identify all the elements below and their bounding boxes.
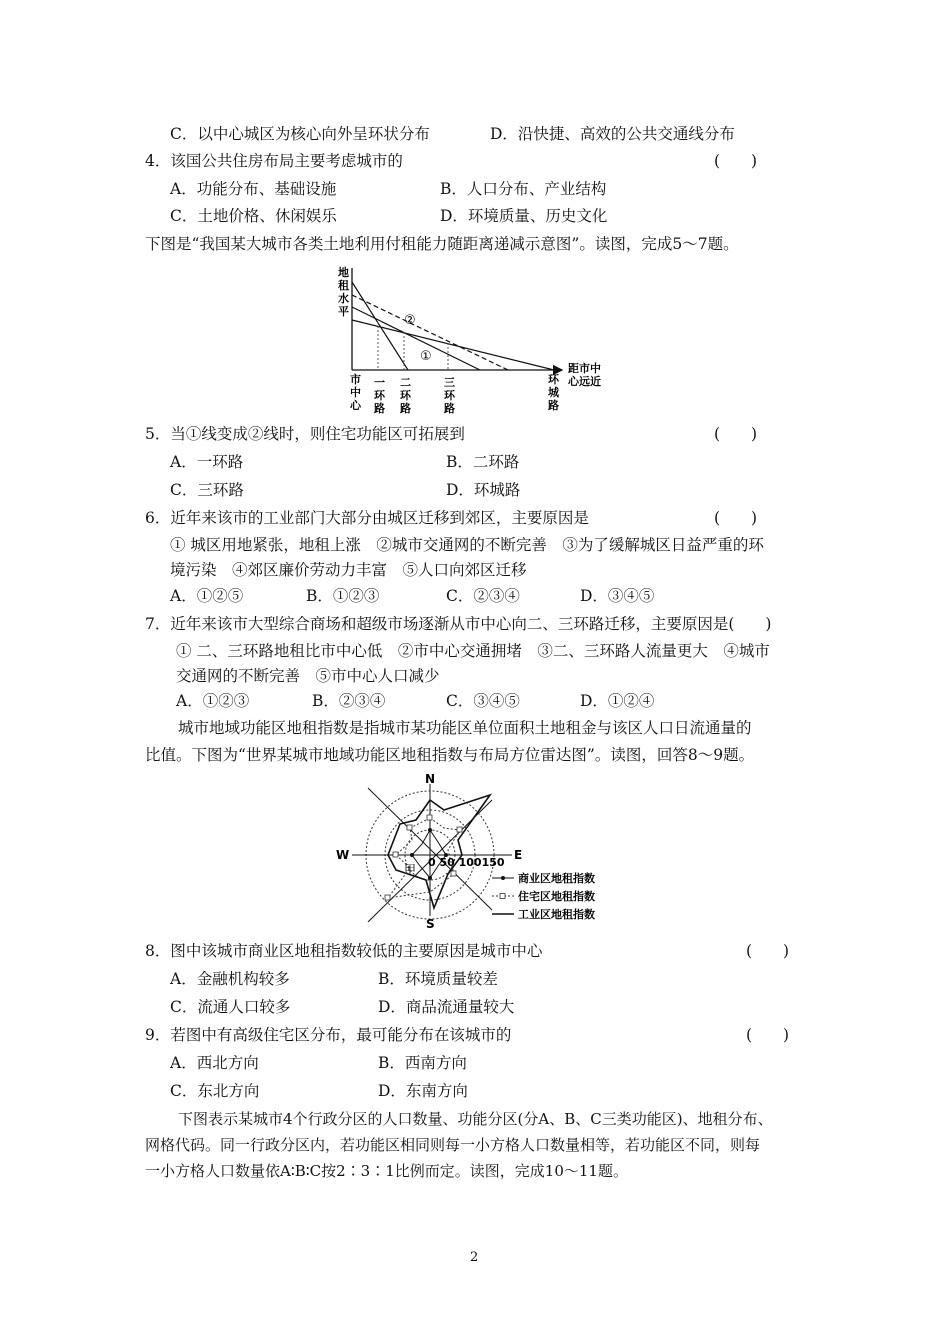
intro-10-11-line2: 网格代码。同一行政分区内，若功能区相同则每一小方格人口数量相等，若功能区不同，则每 — [145, 1136, 761, 1154]
q7-option-c: C．③④⑤ — [446, 692, 520, 710]
radar-figure — [330, 770, 630, 930]
commercial-polygon — [412, 830, 446, 878]
q5-stem: 5．当①线变成②线时，则住宅功能区可拓展到 — [145, 425, 465, 443]
q4-option-c: C．土地价格、休闲娱乐 — [170, 207, 337, 225]
q9-option-d: D．东南方向 — [378, 1082, 468, 1100]
q5-option-a: A．一环路 — [170, 453, 244, 471]
q9-option-a: A．西北方向 — [170, 1054, 259, 1072]
q8-stem: 8．图中该城市商业区地租指数较低的主要原因是城市中心 — [145, 942, 543, 960]
tick-ringroad-3: 路 — [548, 399, 559, 412]
q6-option-a: A．①②⑤ — [170, 587, 244, 605]
q9-answer-paren: ( ) — [746, 1026, 790, 1044]
direction-n: N — [425, 772, 436, 786]
q6-answer-paren: ( ) — [714, 509, 758, 527]
industrial-line — [352, 320, 554, 370]
q3-option-c: C．以中心城区为核心向外呈环状分布 — [170, 125, 430, 143]
marker-2: ② — [404, 313, 416, 328]
tick-ring1-2: 环 — [374, 389, 385, 402]
q8-option-a: A．金融机构较多 — [170, 970, 290, 988]
tick-center-1: 市 — [350, 373, 361, 386]
tick-ring3-1: 三 — [444, 376, 455, 389]
y-label-2: 租 — [338, 279, 349, 292]
q7-option-b: B．②③④ — [312, 692, 386, 710]
q6-items-line1: ① 城区用地紧张，地租上涨 ②城市交通网的不断完善 ③为了缓解城区日益严重的环 — [170, 536, 764, 554]
q7-option-a: A．①②③ — [176, 692, 250, 710]
direction-s: S — [426, 917, 435, 930]
commercial-line — [352, 282, 408, 370]
q5-option-d: D．环城路 — [446, 481, 521, 499]
q6-items-line2: 境污染 ④郊区廉价劳动力丰富 ⑤人口向郊区迁移 — [170, 561, 527, 579]
q6-option-c: C．②③④ — [446, 587, 520, 605]
y-label-4: 平 — [338, 305, 349, 318]
page-number: 2 — [470, 1250, 479, 1265]
legend-residential: 住宅区地租指数 — [518, 890, 595, 903]
tick-ringroad-2: 城 — [548, 386, 559, 399]
tick-ring1-1: 一 — [374, 376, 385, 389]
q6-stem: 6．近年来该市的工业部门大部分由城区迁移到郊区，主要原因是 — [145, 509, 589, 527]
q9-stem: 9．若图中有高级住宅区分布，最可能分布在该城市的 — [145, 1026, 512, 1044]
q9-option-c: C．东北方向 — [170, 1082, 260, 1100]
q9-option-b: B．西南方向 — [378, 1054, 467, 1072]
q4-answer-paren: ( ) — [714, 152, 758, 170]
q5-answer-paren: ( ) — [714, 425, 758, 443]
tick-ringroad-1: 环 — [548, 373, 559, 386]
q8-option-c: C．流通人口较多 — [170, 998, 291, 1016]
tick-ring3-3: 路 — [444, 402, 455, 415]
tick-center-2: 中 — [350, 386, 361, 399]
marker-1: ① — [420, 349, 432, 364]
intro-10-11-line1: 下图表示某城市4个行政分区的人口数量、功能分区(分A、B、C三类功能区)、地租分布、 — [178, 1110, 773, 1128]
tick-ring1-3: 路 — [374, 402, 385, 415]
tick-center-3: 心 — [350, 399, 361, 412]
q5-option-c: C．三环路 — [170, 481, 244, 499]
legend-commercial: 商业区地租指数 — [518, 872, 595, 885]
q7-items-line2: 交通网的不断完善 ⑤市中心人口减少 — [176, 667, 440, 685]
rent-distance-figure — [330, 262, 630, 417]
q7-stem: 7．近年来该市大型综合商场和超级市场逐渐从市中心向二、三环路迁移，主要原因是( ) — [145, 615, 772, 633]
q6-option-b: B．①②③ — [306, 587, 380, 605]
x-label-2: 心远近 — [568, 375, 601, 388]
tick-ring3-2: 环 — [444, 389, 455, 402]
direction-w: W — [336, 848, 350, 862]
q7-option-d: D．①②④ — [580, 692, 655, 710]
tick-ring2-1: 二 — [400, 376, 411, 389]
q5-option-b: B．二环路 — [446, 453, 520, 471]
direction-e: E — [514, 848, 523, 862]
tick-ring2-3: 路 — [400, 402, 411, 415]
q3-option-d: D．沿快捷、高效的公共交通线分布 — [490, 125, 735, 143]
residential-line-1 — [352, 307, 480, 370]
tick-ring2-2: 环 — [400, 389, 411, 402]
q8-answer-paren: ( ) — [746, 942, 790, 960]
intro-8-9-line1: 城市地域功能区地租指数是指城市某功能区单位面积土地租金与该区人口日流通量的 — [178, 719, 752, 737]
q6-option-d: D．③④⑤ — [580, 587, 655, 605]
q8-option-d: D．商品流通量较大 — [378, 998, 515, 1016]
intro-5-7: 下图是“我国某大城市各类土地利用付租能力随距离递减示意图”。读图，完成5～7题。 — [145, 235, 739, 253]
q4-option-a: A．功能分布、基础设施 — [170, 180, 337, 198]
y-label-1: 地 — [338, 266, 349, 279]
legend-industrial: 工业区地租指数 — [518, 908, 595, 921]
intro-10-11-line3: 一小方格人口数量依A∶B∶C按2∶3∶1比例而定。读图，完成10～11题。 — [145, 1162, 628, 1180]
q8-option-b: B．环境质量较差 — [378, 970, 498, 988]
q7-items-line1: ① 二、三环路地租比市中心低 ②市中心交通拥堵 ③二、三环路人流量更大 ④城市 — [176, 642, 770, 660]
y-label-3: 水 — [338, 292, 349, 305]
label-jia: 甲 — [404, 863, 417, 877]
q4-option-b: B．人口分布、产业结构 — [440, 180, 607, 198]
x-label-1: 距市中 — [568, 362, 601, 375]
q4-stem: 4．该国公共住房布局主要考虑城市的 — [145, 152, 403, 170]
q4-option-d: D．环境质量、历史文化 — [440, 207, 608, 225]
scale-label: 0 50 100150 — [428, 856, 505, 869]
intro-8-9-line2: 比值。下图为“世界某城市地域功能区地租指数与布局方位雷达图”。读图，回答8～9题。 — [145, 746, 755, 764]
